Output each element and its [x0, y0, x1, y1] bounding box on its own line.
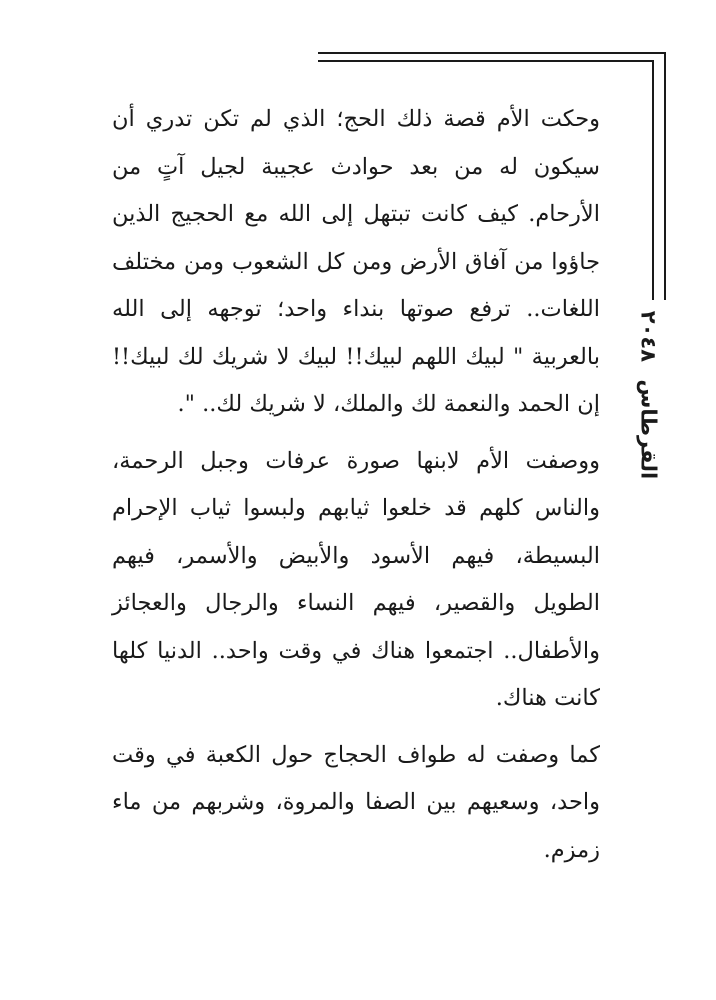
body-text: [112, 96, 600, 874]
publication-title: القرطاس: [636, 379, 660, 480]
paragraph-3: كما وصفت له طواف الحجاج حول الكعبة في وقت واحد، وسعيهم بين الصفا والمروة، وشربهم من ماء زمزم.: [112, 741, 600, 863]
paragraph-1: وحكت الأم قصة ذلك الحج؛ الذي لم تكن تدري أن سيكون له من بعد حوادث عجيبة لجيل آتٍ من الأرحام. كيف كانت تبتهل إلى الله مع الحجيج الذين جاؤوا من آفاق الأرض ومن كل الشعوب ومن مختلف اللغات.. ترفع صوتها بنداء واحد؛ توجهه إلى الله بالعربية " لبيك اللهم لبيك!! لبيك لا شريك لك لبيك!! إن الحمد والنعمة لك والملك، لا شريك لك.. ".: [112, 106, 600, 417]
running-head-text: [636, 311, 660, 480]
issue-number: ٢٠٤٨: [636, 310, 660, 363]
paragraph-2: ووصفت الأم لابنها صورة عرفات وجبل الرحمة، والناس كلهم قد خلعوا ثيابهم ولبسوا ثياب الإحرام البسيطة، فيهم الأسود والأبيض والأسمر، فيهم الطويل والقصير، فيهم النساء والرجال والعجائز والأطفال.. اجتمعوا هناك في وقت واحد.. الدنيا كلها كانت هناك.: [112, 447, 600, 711]
running-head: [628, 310, 668, 480]
